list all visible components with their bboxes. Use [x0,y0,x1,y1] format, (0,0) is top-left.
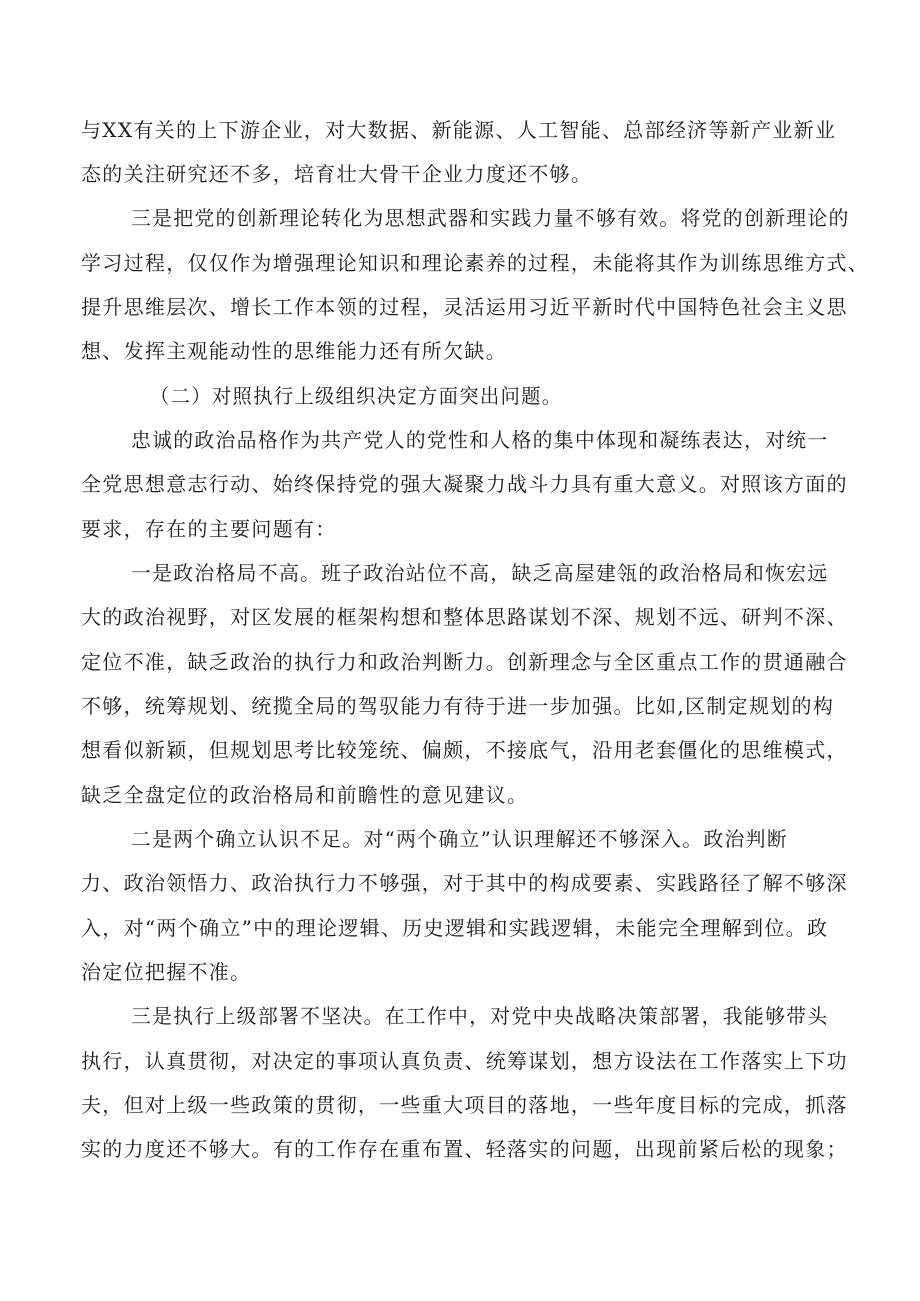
text-line: 大的政治视野，对区发展的框架构想和整体思路谋划不深、规划不远、研判不深、 [81,605,848,629]
text-line: 想看似新颖，但规划思考比较笼统、偏颇，不接底气，沿用老套僵化的思维模式， [81,738,848,762]
text-line: 提升思维层次、增长工作本领的过程，灵活运用习近平新时代中国特色社会主义思 [81,295,848,319]
text-line: 缺乏全盘定位的政治格局和前瞻性的意见建议。 [81,783,529,807]
text-line: 想、发挥主观能动性的思维能力还有所欠缺。 [81,339,507,363]
text-line: 夫，但对上级一些政策的贯彻，一些重大项目的落地，一些年度目标的完成，抓落 [81,1093,848,1117]
text-line: 二是两个确立认识不足。对“两个确立”认识理解还不够深入。政治判断 [131,827,788,851]
text-line: 定位不准，缺乏政治的执行力和政治判断力。创新理念与全区重点工作的贯通融合 [81,650,848,674]
text-line: 三是把党的创新理论转化为思想武器和实践力量不够有效。将党的创新理论的 [131,206,850,230]
text-line: 与XX有关的上下游企业，对大数据、新能源、人工智能、总部经济等新产业新业 [81,118,837,142]
text-line: 执行，认真贯彻，对决定的事项认真负责、统筹谋划，想方设法在工作落实上下功 [81,1049,848,1073]
text-line: 要求，存在的主要问题有： [81,517,337,541]
text-line: 忠诚的政治品格作为共产党人的党性和人格的集中体现和凝练表达，对统一 [131,428,829,452]
text-line: 入，对“两个确立”中的理论逻辑、历史逻辑和实践逻辑，未能完全理解到位。政 [81,916,829,940]
text-line: 实的力度还不够大。有的工作存在重布置、轻落实的问题，出现前紧后松的现象； [81,1137,848,1161]
section-heading: （二）对照执行上级组织决定方面突出问题。 [150,384,563,408]
text-line: 态的关注研究还不多，培育壮大骨干企业力度还不够。 [81,162,593,186]
text-line: 力、政治领悟力、政治执行力不够强，对于其中的构成要素、实践路径了解不够深 [81,871,848,895]
text-line: 全党思想意志行动、始终保持党的强大凝聚力战斗力具有重大意义。对照该方面的 [81,472,848,496]
text-line: 一是政治格局不高。班子政治站位不高，缺乏高屋建瓴的政治格局和恢宏远 [131,561,829,585]
text-line: 不够，统筹规划、统揽全局的驾驭能力有待于进一步加强。比如,区制定规划的构 [81,694,835,718]
text-line: 三是执行上级部署不坚决。在工作中，对党中央战略决策部署，我能够带头 [131,1004,829,1028]
text-line: 学习过程，仅仅作为增强理论知识和理论素养的过程，未能将其作为训练思维方式、 [81,251,870,275]
text-line: 治定位把握不准。 [81,960,252,984]
